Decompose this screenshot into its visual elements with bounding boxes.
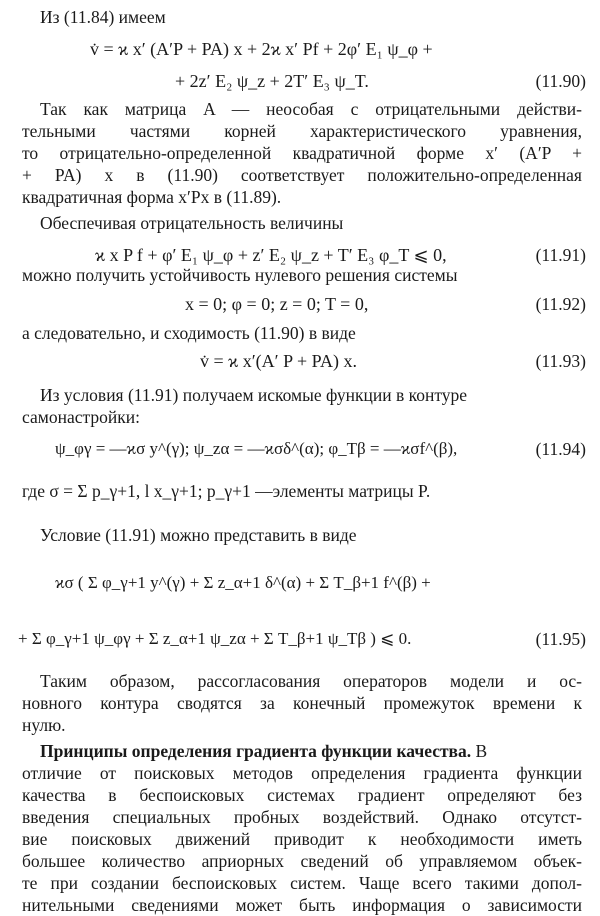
paragraph8-line2: новного контура сводятся за конечный промежуток времени к — [22, 693, 582, 713]
equation-11-93: v̇ = ϰ x′(A′ P + PA) x. — [200, 351, 357, 371]
paragraph9-line2: отличие от поисковых методов определения градиента функции — [22, 763, 582, 783]
section-heading: Принципы определения градиента функции качества. — [40, 741, 472, 761]
paragraph8-line3: нулю. — [22, 715, 66, 735]
paragraph1-line3: то отрицательно-определенной квадратичной форме x′ (A′P + — [22, 143, 582, 163]
equation-11-95-line1: ϰσ ( Σ φ_γ+1 y^(γ) + Σ z_α+1 δ^(α) + Σ T_β+1 f^(β) + — [55, 573, 431, 592]
paragraph1-line1: Так как матрица A — неособая с отрицательными действи- — [40, 99, 582, 119]
paragraph2-line1: Обеспечивая отрицательность величины — [40, 213, 344, 233]
paragraph4-line1: а следовательно, и сходимость (11.90) в виде — [22, 323, 356, 343]
paragraph9-line1 — [40, 740, 582, 762]
paragraph5-line2: самонастройки: — [22, 407, 140, 427]
paragraph1-line5: квадратичная форма x′Px в (11.89). — [22, 187, 282, 207]
paragraph8-line1: Таким образом, рассогласования операторов модели и ос- — [40, 671, 582, 691]
equation-number-11-95: (11.95) — [535, 629, 586, 649]
equation-11-92: x = 0; φ = 0; z = 0; T = 0, — [185, 294, 369, 314]
paragraph9-line4: введения специальных пробных воздействий. Однако отсутст- — [22, 807, 582, 827]
paragraph9-line6: большее количество априорных сведений об управляемом объек- — [22, 851, 582, 871]
equation-number-11-92: (11.92) — [535, 294, 586, 314]
paragraph7-line1: Условие (11.91) можно представить в виде — [40, 525, 357, 545]
equation-11-94: ψ_φγ = —ϰσ y^(γ); ψ_zα = —ϰσδ^(α); φ_Tβ = —ϰσf^(β), — [55, 439, 458, 458]
paragraph9-line3: качества в беспоисковых системах градиент определяют без — [22, 785, 582, 805]
equation-number-11-94: (11.94) — [535, 439, 586, 459]
paragraph9-line8: нительными сведениями может быть информация о зависимости — [22, 895, 582, 915]
paragraph1-line4: + PA) x в (11.90) соответствует положительно-определенная — [22, 165, 582, 185]
equation-11-95-line2: + Σ φ_γ+1 ψ_φγ + Σ z_α+1 ψ_zα + Σ T_β+1 ψ_Tβ ) ⩽ 0. — [18, 629, 412, 648]
equation-number-11-93: (11.93) — [535, 351, 586, 371]
equation-number-11-90: (11.90) — [535, 71, 586, 91]
paragraph6-line1: где σ = Σ p_γ+1, l x_γ+1; p_γ+1 —элементы матрицы P. — [22, 481, 431, 501]
paragraph9-line5: вие поисковых движений приводит к необходимости иметь — [22, 829, 582, 849]
paragraph9-line7: те при создании беспоисковых систем. Чаще всего такими допол- — [22, 873, 582, 893]
intro-line: Из (11.84) имеем — [40, 7, 166, 27]
equation-number-11-91: (11.91) — [535, 245, 586, 265]
equation-11-91: ϰ x P f + φ′ E₁ ψ_φ + z′ E₂ ψ_z + T′ E₃ φ_T ⩽ 0, — [95, 245, 447, 265]
equation-11-90-line2: + 2z′ E₂ ψ_z + 2T′ E₃ ψ_T. — [175, 71, 369, 91]
equation-11-90-line1: v̇ = ϰ x′ (A′P + PA) x + 2ϰ x′ Pf + 2φ′ E₁ ψ_φ + — [90, 39, 433, 59]
paragraph1-line2: тельными частями корней характеристического уравнения, — [22, 121, 582, 141]
paragraph3-line1: можно получить устойчивость нулевого решения системы — [22, 265, 458, 285]
paragraph9-line1-rest: В — [471, 741, 488, 761]
paragraph5-line1: Из условия (11.91) получаем искомые функции в контуре — [40, 385, 468, 405]
